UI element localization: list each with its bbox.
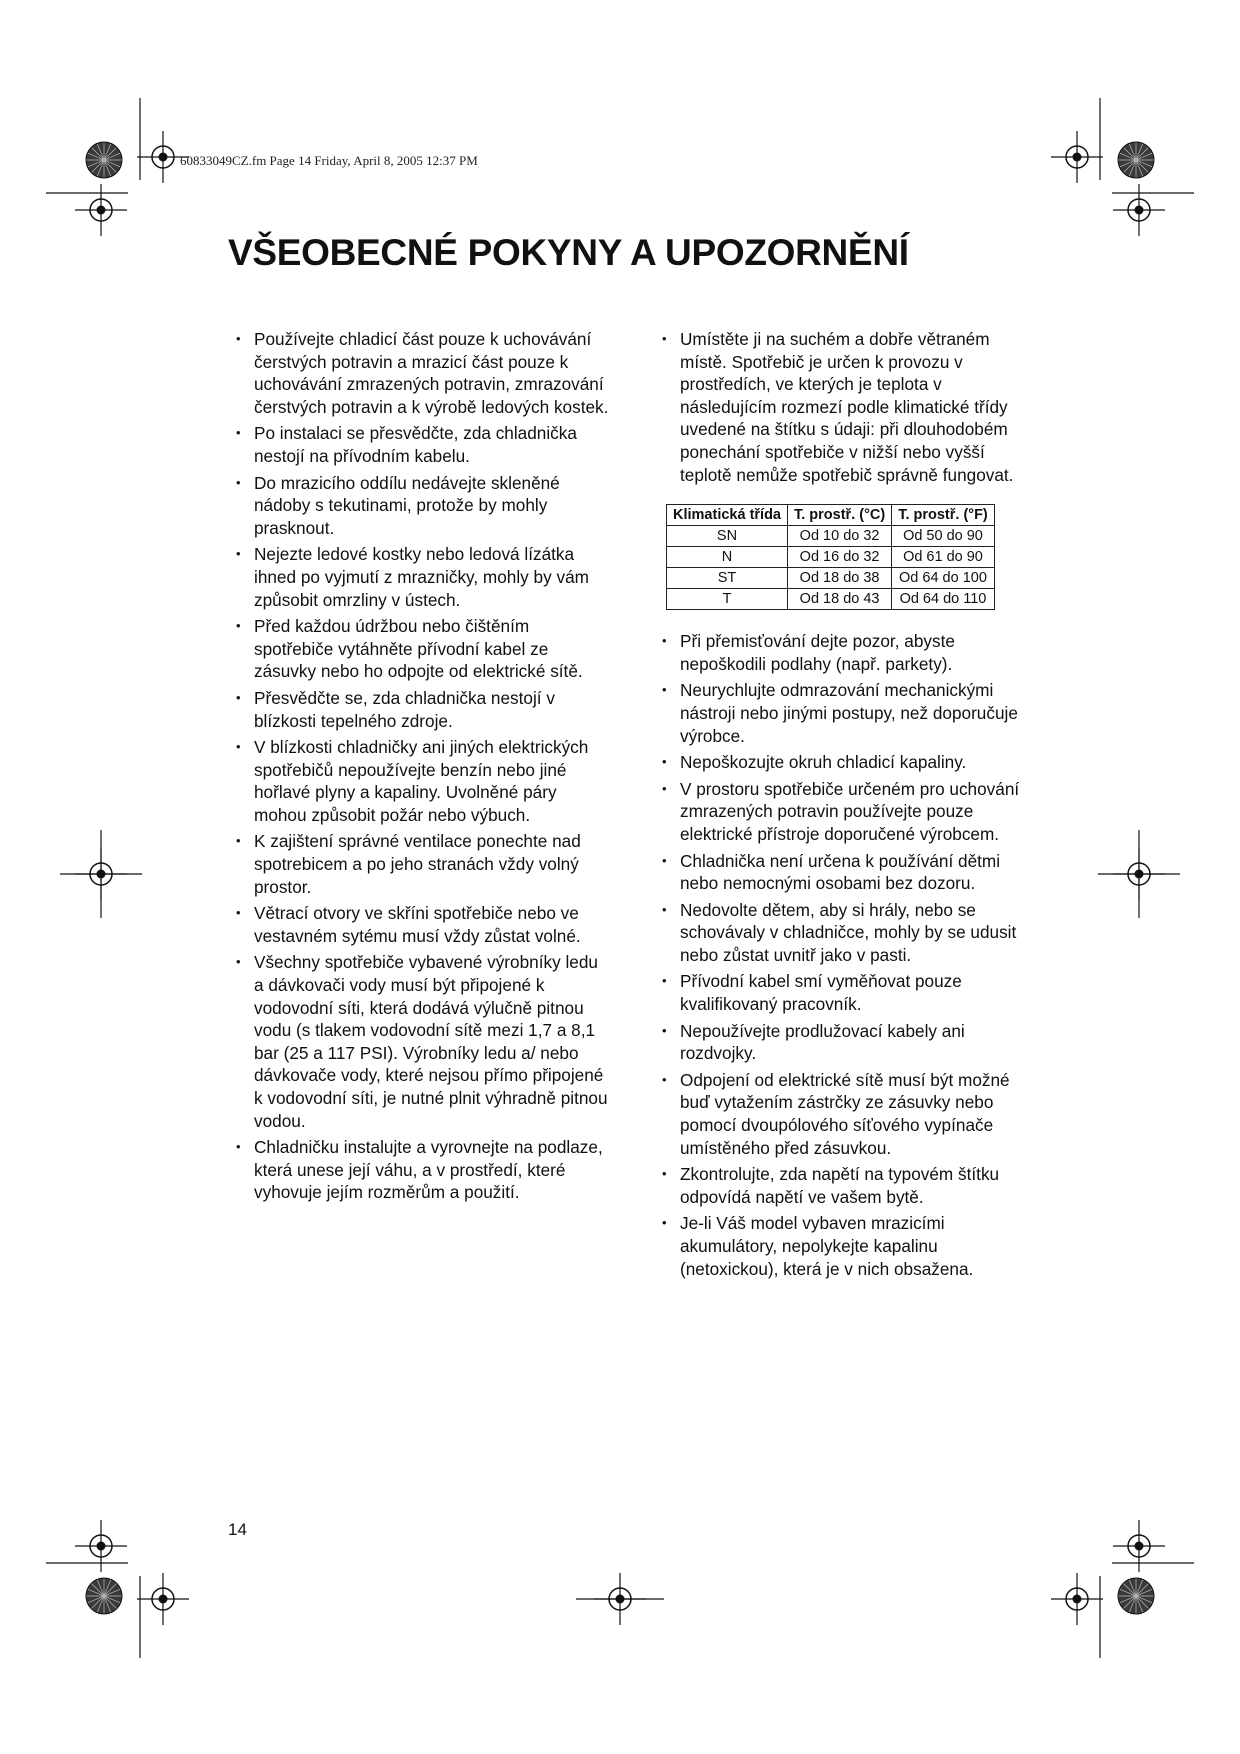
list-item: • Chladnička není určena k používání dětmi nebo nemocnými osobami bez dozoru.	[658, 850, 1024, 895]
registration-mark-mid-left	[60, 830, 142, 918]
right-bullet-list	[658, 630, 1024, 1280]
right-column	[658, 328, 1024, 1284]
list-item: • Do mrazicího oddílu nedávejte skleněné nádoby s tekutinami, protože by mohly prasknout.	[232, 472, 612, 540]
table-row	[667, 589, 995, 610]
table-cell: N	[667, 547, 788, 568]
registration-mark-top-right	[1051, 98, 1194, 236]
right-intro-list	[658, 328, 1024, 486]
list-item: • Je-li Váš model vybaven mrazicími akumulátory, nepolykejte kapalinu (netoxickou), která je v nich obsažena.	[658, 1212, 1024, 1280]
table-cell: Od 50 do 90	[892, 526, 995, 547]
table-cell: Od 10 do 32	[788, 526, 892, 547]
list-item: • Nejezte ledové kostky nebo ledová lízátka ihned po vyjmutí z mrazničky, mohly by vám způsobit omrzliny v ústech.	[232, 543, 612, 611]
registration-mark-top-left	[46, 98, 189, 236]
list-item: • Nepoužívejte prodlužovací kabely ani rozdvojky.	[658, 1020, 1024, 1065]
table-header-row	[667, 505, 995, 526]
list-item: • Nepoškozujte okruh chladicí kapaliny.	[658, 751, 1024, 774]
left-column	[232, 328, 612, 1208]
list-item: • Používejte chladicí část pouze k uchovávání čerstvých potravin a mrazicí část pouze k uchovávání zmrazených potravin, zmrazování čerstvých potravin a k výrobě ledových kostek.	[232, 328, 612, 418]
table-cell: SN	[667, 526, 788, 547]
table-cell: Od 18 do 43	[788, 589, 892, 610]
table-row	[667, 526, 995, 547]
list-item: • Větrací otvory ve skříni spotřebiče nebo ve vestavném sytému musí vždy zůstat volné.	[232, 902, 612, 947]
list-item: • Odpojení od elektrické sítě musí být možné buď vytažením zástrčky ze zásuvky nebo pomocí dvoupólového síťového vypínače umístěného před zásuvkou.	[658, 1069, 1024, 1159]
table-cell: Od 16 do 32	[788, 547, 892, 568]
page-title: VŠEOBECNÉ POKYNY A UPOZORNĚNÍ	[228, 232, 909, 273]
list-item: • Umístěte ji na suchém a dobře větraném místě. Spotřebič je určen k provozu v prostředích, ve kterých je teplota v následujícím rozmezí podle klimatické třídy uvedené na štítku s údaji: při dlouhodobém ponechání spotřebiče v nižší nebo vyšší teplotě nemůže spotřebič správně fungovat.	[658, 328, 1024, 486]
registration-mark-bottom-left	[46, 1520, 189, 1658]
list-item: • Přesvědčte se, zda chladnička nestojí v blízkosti tepelného zdroje.	[232, 687, 612, 732]
list-item: • K zajištení správné ventilace ponechte nad spotrebicem a po jeho stranách vždy volný prostor.	[232, 830, 612, 898]
registration-mark-bottom-right	[1051, 1520, 1194, 1658]
list-item: • V blízkosti chladničky ani jiných elektrických spotřebičů nepoužívejte benzín nebo jiné hořlavé plyny a kapaliny. Uvolněné páry mohou způsobit požár nebo výbuch.	[232, 736, 612, 826]
table-cell: T	[667, 589, 788, 610]
table-cell: Od 64 do 100	[892, 568, 995, 589]
list-item: • Neurychlujte odmrazování mechanickými nástroji nebo jinými postupy, než doporučuje výrobce.	[658, 679, 1024, 747]
registration-mark-mid-right	[1098, 830, 1180, 918]
table-cell: Od 18 do 38	[788, 568, 892, 589]
table-cell: ST	[667, 568, 788, 589]
list-item: • Přívodní kabel smí vyměňovat pouze kvalifikovaný pracovník.	[658, 970, 1024, 1015]
list-item: • Nedovolte dětem, aby si hrály, nebo se schovávaly v chladničce, mohly by se udusit nebo zůstat uvnitř jako v pasti.	[658, 899, 1024, 967]
table-header-cell: T. prostř. (°C)	[788, 505, 892, 526]
list-item: • V prostoru spotřebiče určeném pro uchování zmrazených potravin používejte pouze elektrické přístroje doporučené výrobcem.	[658, 778, 1024, 846]
list-item: • Po instalaci se přesvědčte, zda chladnička nestojí na přívodním kabelu.	[232, 422, 612, 467]
list-item: • Chladničku instalujte a vyrovnejte na podlaze, která unese její váhu, a v prostředí, které vyhovuje jejím rozměrům a použití.	[232, 1136, 612, 1204]
list-item: • Před každou údržbou nebo čištěním spotřebiče vytáhněte přívodní kabel ze zásuvky nebo ho odpojte od elektrické sítě.	[232, 615, 612, 683]
registration-mark-bottom-center	[576, 1573, 664, 1625]
table-header-cell: Klimatická třída	[667, 505, 788, 526]
list-item: • Při přemisťování dejte pozor, abyste nepoškodili podlahy (např. parkety).	[658, 630, 1024, 675]
table-cell: Od 61 do 90	[892, 547, 995, 568]
table-row	[667, 568, 995, 589]
page-number: 14	[228, 1520, 247, 1539]
table-row	[667, 547, 995, 568]
table-cell: Od 64 do 110	[892, 589, 995, 610]
left-bullet-list	[232, 328, 612, 1204]
list-item: • Všechny spotřebiče vybavené výrobníky ledu a dávkovači vody musí být připojené k vodovodní síti, která dodává výlučně pitnou vodu (s tlakem vodovodní sítě mezi 1,7 a 8,1 bar (25 a 117 PSI). Výrobníky ledu a/ nebo dávkovače vody, které nejsou přímo připojené k vodovodní síti, je nutné plnit výhradně pitnou vodou.	[232, 951, 612, 1132]
climate-class-table	[666, 504, 995, 610]
table-header-cell: T. prostř. (°F)	[892, 505, 995, 526]
list-item: • Zkontrolujte, zda napětí na typovém štítku odpovídá napětí ve vašem bytě.	[658, 1163, 1024, 1208]
print-slug-header: 60833049CZ.fm Page 14 Friday, April 8, 2005 12:37 PM	[180, 153, 478, 168]
